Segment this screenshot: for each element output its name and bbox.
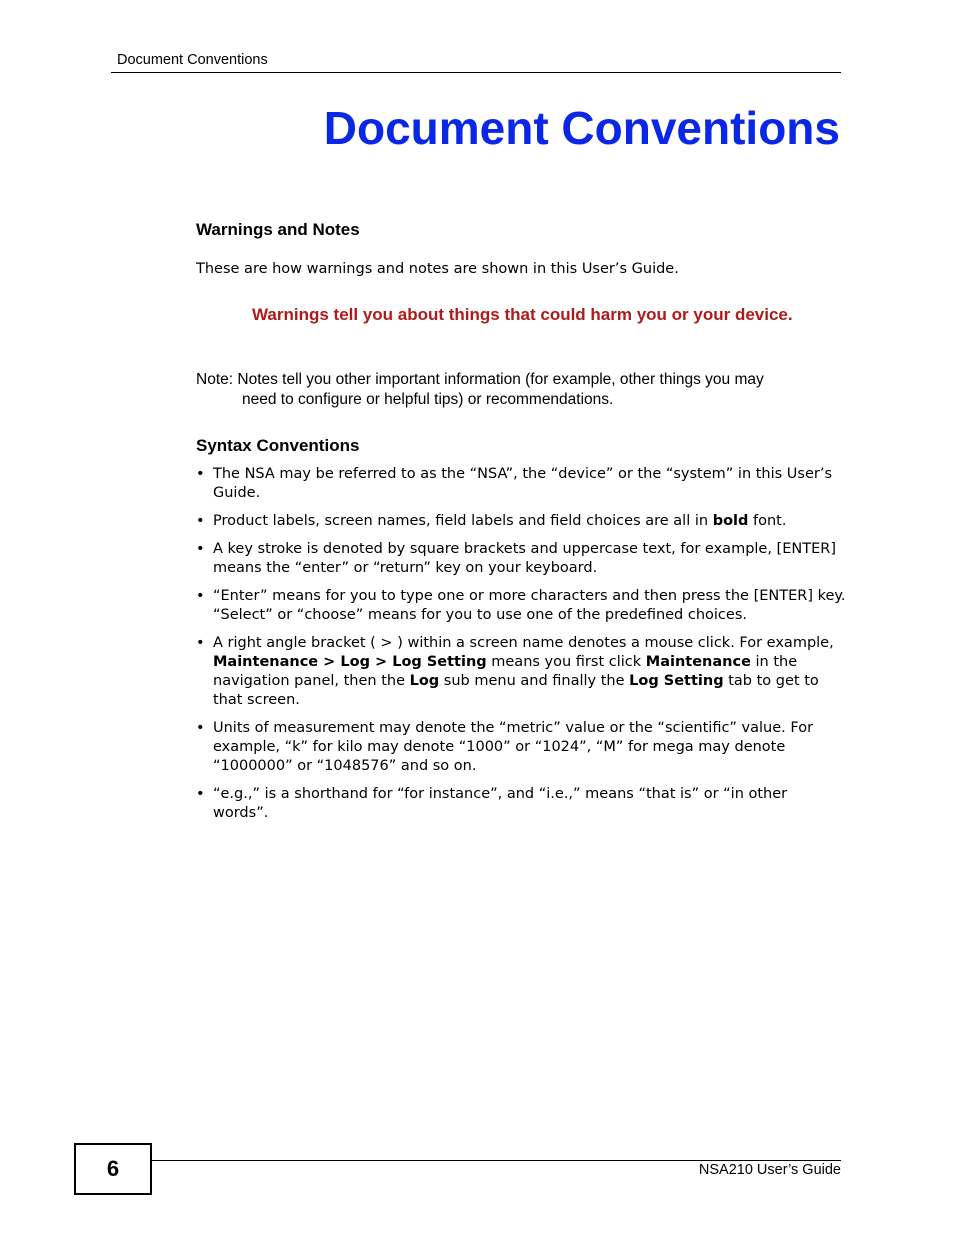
bullet-icon: • [196, 588, 205, 604]
list-item-text: font. [748, 513, 787, 529]
syntax-list [196, 465, 846, 832]
bold-term: Maintenance [645, 654, 751, 670]
page-title: Document Conventions [323, 102, 840, 154]
list-item [196, 785, 846, 823]
bold-term: Log [409, 673, 440, 689]
bullet-icon: • [196, 786, 205, 802]
page-number-box [74, 1143, 152, 1195]
list-item-text: The NSA may be referred to as the “NSA”, the “device” or the “system” in this User’s Guide. [213, 466, 833, 501]
bullet-icon: • [196, 466, 205, 482]
list-item [196, 465, 846, 503]
bold-term: Maintenance > Log > Log Setting [213, 654, 487, 670]
bullet-icon: • [196, 720, 205, 736]
bullet-icon: • [196, 513, 205, 529]
bullet-icon: • [196, 541, 205, 557]
footer-divider [152, 1160, 841, 1161]
list-item [196, 512, 846, 531]
list-item-text: sub menu and finally the [439, 673, 630, 689]
running-header: Document Conventions [117, 52, 268, 68]
list-item-text: tab to get to that screen. [213, 673, 819, 708]
warnings-heading: Warnings and Notes [196, 220, 360, 239]
bullet-icon: • [196, 635, 205, 651]
warning-text: Warnings tell you about things that could harm you or your device. [252, 305, 793, 324]
list-item [196, 719, 846, 776]
list-item-text: Product labels, screen names, field labels and field choices are all in [213, 513, 713, 529]
bold-term: bold [712, 513, 749, 529]
syntax-heading: Syntax Conventions [196, 436, 360, 455]
warnings-intro: These are how warnings and notes are shown in this User’s Guide. [196, 261, 679, 277]
list-item-text: in the navigation panel, then the [213, 654, 798, 689]
list-item [196, 634, 846, 710]
list-item-text: “e.g.,” is a shorthand for “for instance”, and “i.e.,” means “that is” or “in other words”. [213, 786, 788, 821]
note-label: Note: [196, 371, 234, 388]
list-item [196, 587, 846, 625]
bold-term: Log Setting [629, 673, 724, 689]
list-item-text: means you first click [486, 654, 646, 670]
note-text-second: need to configure or helpful tips) or recommendations. [242, 391, 614, 408]
guide-title: NSA210 User’s Guide [698, 1162, 841, 1178]
list-item-text: “Enter” means for you to type one or more characters and then press the [ENTER] key. “Select” or “choose” means for you to use one of the predefined choices. [213, 588, 846, 623]
list-item-text: Units of measurement may denote the “metric” value or the “scientific” value. For example, “k” for kilo may denote “1000” or “1024”, “M” for mega may denote “1000000” or “1048576” and so on. [213, 720, 814, 774]
page-number: 6 [106, 1156, 120, 1181]
note-text-first: Notes tell you other important information (for example, other things you may [237, 371, 764, 388]
header-divider [111, 72, 841, 73]
list-item-text: A key stroke is denoted by square brackets and uppercase text, for example, [ENTER] means the “enter” or “return” key on your keyboard. [213, 541, 836, 576]
note-block [196, 370, 846, 410]
list-item [196, 540, 846, 578]
list-item-text: A right angle bracket ( > ) within a screen name denotes a mouse click. For example, [213, 635, 834, 651]
